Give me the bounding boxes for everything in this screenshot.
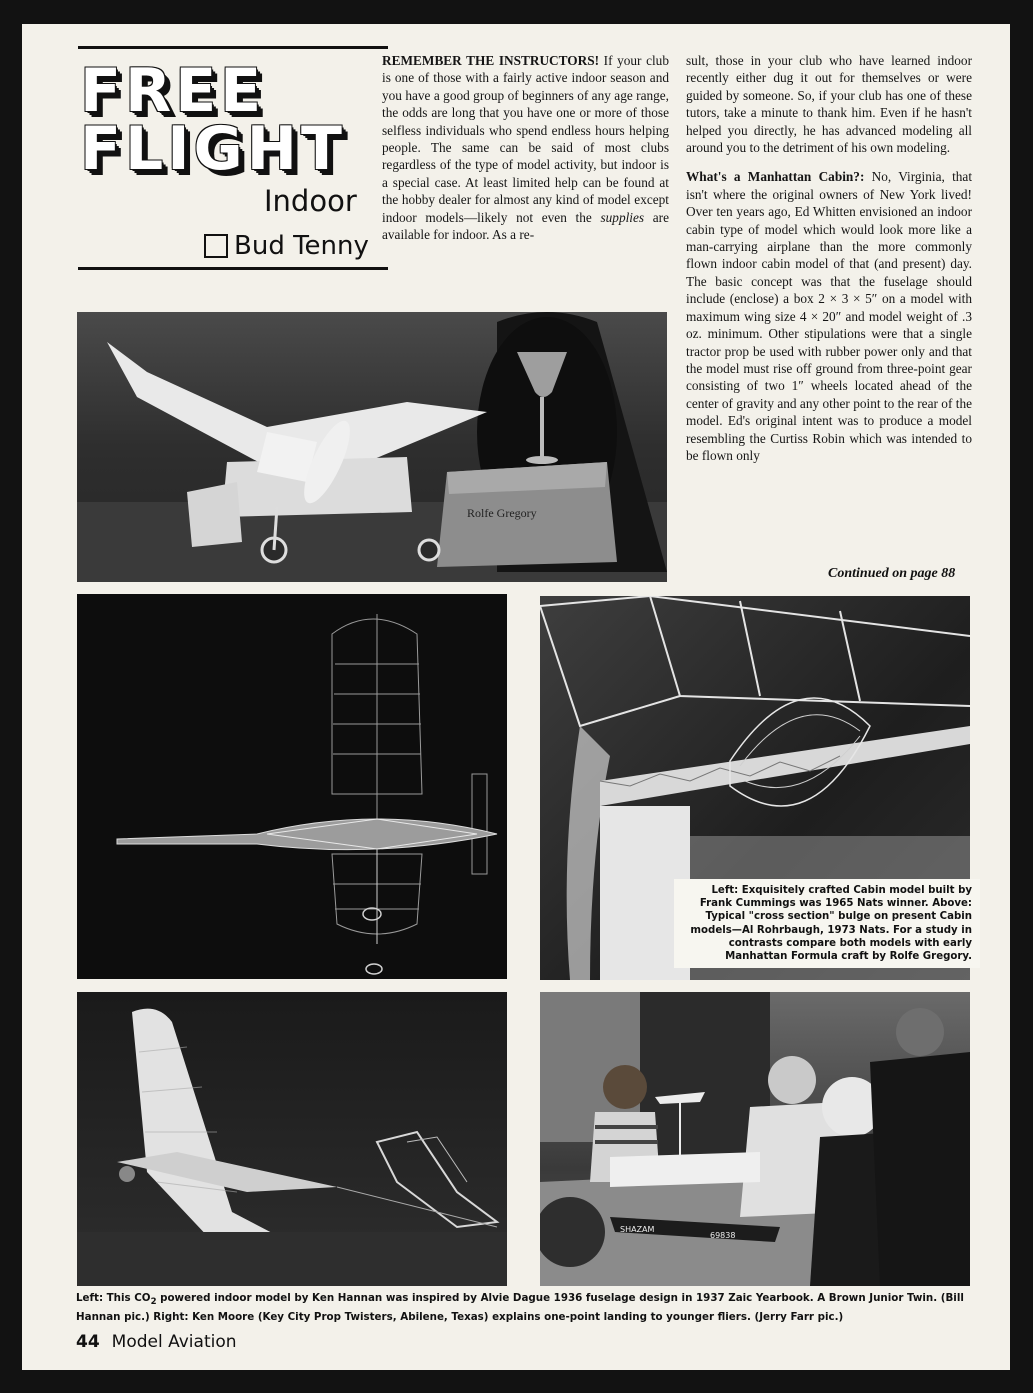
header-top-rule [78,46,388,49]
author-byline [204,231,369,261]
plane-name-text: SHAZAM [620,1225,655,1234]
title-line-flight: FLIGHT [80,114,346,184]
trophy-inscription: Rolfe Gregory [467,506,537,520]
page-footer [76,1332,237,1352]
caption-text-b: powered indoor model by Ken Hannan was inspired by Alvie Dague 1936 fuselage design in 1937 Zaic Yearbook. A Brown Junior Twin. (Bill Hannan pic.) Right: Ken Moore (Key City Prop Twisters, Abilene, Texas) explains one-point landing to younger fliers. (Jerry Farr pic.) [76,1292,964,1324]
col1-text-a: If your club is one of those with a fairly active indoor season and you have a good group of beginners of any age range, the odds are long that you have one or more of those selfless individuals who spend endless hours helping people. The same can be said of most clubs regardless of the type of model activity, but indoor is a special case. At least limited help can be found at the hobby dealer for almost any kind of model except indoor models—likely not even the [382,53,669,225]
photo-cabin-model-trophy [77,312,667,582]
photo-frank-cummings-model [77,594,507,979]
checkbox-glyph-icon [204,234,228,258]
col1-emphasis: supplies [600,209,645,225]
column-title [80,56,346,184]
photo-ken-moore-explains [540,992,970,1286]
col2-text: No, Virginia, that isn't where the original owners of New York lived! Over ten years ago, Ed Whitten envisioned an indoor cabin type of model which would look more like a man-carrying airplane than the more commonly flown indoor cabin model of that (and present) day. The basic concept was that the fuselage should include (enclose) a box 2 × 3 × 5″ on a model with maximum wing size 4 × 20″ and model weight of .3 oz. minimum. Other stipulations were that a single tractor prop be used with rubber power only and that the model must rise off ground from three-point gear consisting of two 1″ wheels located ahead of the center of gravity and any other point to the rear of the model. Ed's original intent was to produce a model resembling the Curtiss Robin which was intended to be flown only [686,169,973,463]
continued-note: Continued on page 88 [828,566,956,581]
page-number: 44 [76,1332,100,1352]
col2-paragraph-1: sult, those in your club who have learned indoor recently either dug it out for themselves or were guided by someone. So, if your club has one of these tutors, take a minute to thank him. Even if he hasn't helped you directly, he has advanced modeling all around you to the detriment of his own modeling. [686,53,972,156]
title-line-free: FREE [80,56,266,126]
col2-paragraph-2 [686,168,972,464]
section-label: Indoor [264,184,357,218]
col1-lead: REMEMBER THE INSTRUCTORS! [382,53,600,68]
article-column-1 [382,52,669,243]
caption-text-a: Left: This CO [76,1292,151,1304]
author-name: Bud Tenny [234,231,369,261]
caption-subscript: 2 [150,1297,157,1308]
photo-co2-indoor-model [77,992,507,1286]
header-bottom-rule [78,267,388,270]
col2-lead: What's a Manhattan Cabin?: [686,169,865,185]
magazine-page [22,24,1010,1370]
article-column-2 [686,52,972,464]
publication-name: Model Aviation [111,1332,237,1352]
inset-caption: Left: Exquisitely crafted Cabin model built by Frank Cummings was 1965 Nats winner. Above: Typical "cross section" bulge on present Cabin models—Al Rohrbaugh, 1973 Nats. For a study in contrasts compare both models with early Manhattan Formula craft by Rolfe Gregory. [674,879,980,968]
bottom-photo-caption [76,1291,981,1325]
col1-text-b: are available for indoor. As a re- [382,209,669,243]
plane-number-text: 69838 [710,1231,736,1240]
